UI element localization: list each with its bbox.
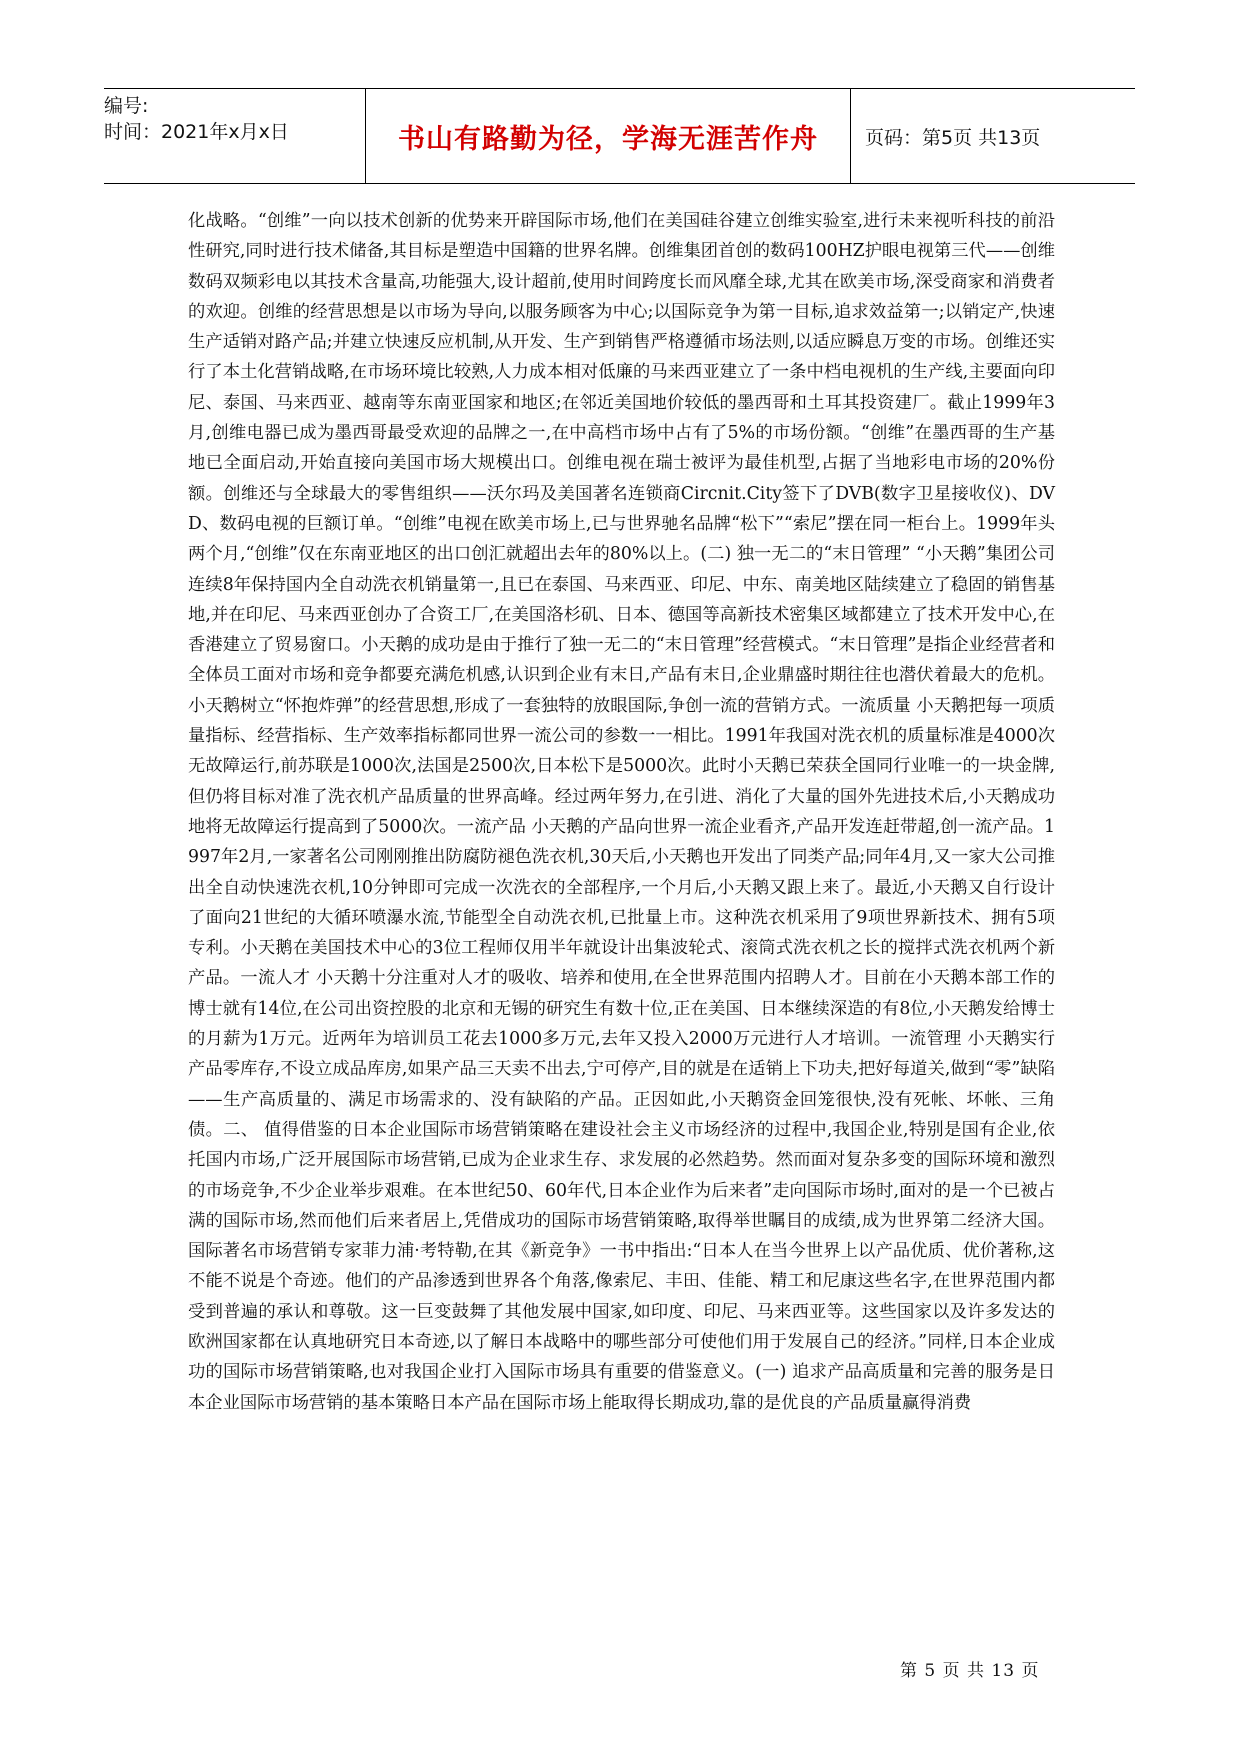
header-meta (104, 89, 366, 183)
page-footer: 第 5 页 共 13 页 (900, 1661, 1040, 1681)
document-body (188, 206, 1055, 1418)
document-number-label: 编号: (104, 95, 149, 117)
header-motto-cell (366, 89, 851, 183)
document-time-label: 时间：2021年x月x日 (104, 121, 289, 143)
page-header (104, 88, 1135, 184)
header-motto: 书山有路勤为径，学海无涯苦作舟 (398, 123, 818, 155)
header-page-label: 页码：第5页 共13页 (865, 126, 1041, 149)
body-paragraph: 化战略。“创维”一向以技术创新的优势来开辟国际市场,他们在美国硅谷建立创维实验室,进行未来视听科技的前沿性研究,同时进行技术储备,其目标是塑造中国籍的世界名牌。创维集团首创的数码100HZ护眼电视第三代——创维数码双频彩电以其技术含量高,功能强大,设计超前,使用时间跨度长而风靡全球,尤其在欧美市场,深受商家和消费者的欢迎。创维的经营思想是以市场为导向,以服务顾客为中心;以国际竞争为第一目标,追求效益第一;以销定产,快速生产适销对路产品;并建立快速反应机制,从开发、生产到销售严格遵循市场法则,以适应瞬息万变的市场。创维还实行了本土化营销战略,在市场环境比较熟,人力成本相对低廉的马来西亚建立了一条中档电视机的生产线,主要面向印尼、泰国、马来西亚、越南等东南亚国家和地区;在邻近美国地价较低的墨西哥和土耳其投资建厂。截止1999年3月,创维电器已成为墨西哥最受欢迎的品牌之一,在中高档市场中占有了5%的市场份额。“创维”在墨西哥的生产基地已全面启动,开始直接向美国市场大规模出口。创维电视在瑞士被评为最佳机型,占据了当地彩电市场的20%份额。创维还与全球最大的零售组织——沃尔玛及美国著名连锁商Circnit.City签下了DVB(数字卫星接收仪)、DVD、数码电视的巨额订单。“创维”电视在欧美市场上,已与世界驰名品牌“松下”“索尼”摆在同一柜台上。1999年头两个月,“创维”仅在东南亚地区的出口创汇就超出去年的80%以上。(二) 独一无二的“末日管理” “小天鹅”集团公司连续8年保持国内全自动洗衣机销量第一,且已在泰国、马来西亚、印尼、中东、南美地区陆续建立了稳固的销售基地,并在印尼、马来西亚创办了合资工厂,在美国洛杉矶、日本、德国等高新技术密集区域都建立了技术开发中心,在香港建立了贸易窗口。小天鹅的成功是由于推行了独一无二的“末日管理”经营模式。“末日管理”是指企业经营者和全体员工面对市场和竞争都要充满危机感,认识到企业有末日,产品有末日,企业鼎盛时期往往也潜伏着最大的危机。小天鹅树立“怀抱炸弹”的经营思想,形成了一套独特的放眼国际,争创一流的营销方式。一流质量 小天鹅把每一项质量指标、经营指标、生产效率指标都同世界一流公司的参数一一相比。1991年我国对洗衣机的质量标准是4000次无故障运行,前苏联是1000次,法国是2500次,日本松下是5000次。此时小天鹅已荣获全国同行业唯一的一块金牌,但仍将目标对准了洗衣机产品质量的世界高峰。经过两年努力,在引进、消化了大量的国外先进技术后,小天鹅成功地将无故障运行提高到了5000次。一流产品 小天鹅的产品向世界一流企业看齐,产品开发连赶带超,创一流产品。1997年2月,一家著名公司刚刚推出防腐防褪色洗衣机,30天后,小天鹅也开发出了同类产品;同年4月,又一家大公司推出全自动快速洗衣机,10分钟即可完成一次洗衣的全部程序,一个月后,小天鹅又跟上来了。最近,小天鹅又自行设计了面向21世纪的大循环喷瀑水流,节能型全自动洗衣机,已批量上市。这种洗衣机采用了9项世界新技术、拥有5项专利。小天鹅在美国技术中心的3位工程师仅用半年就设计出集波轮式、滚筒式洗衣机之长的搅拌式洗衣机两个新产品。一流人才 小天鹅十分注重对人才的吸收、培养和使用,在全世界范围内招聘人才。目前在小天鹅本部工作的博士就有14位,在公司出资控股的北京和无锡的研究生有数十位,正在美国、日本继续深造的有8位,小天鹅发给博士的月薪为1万元。近两年为培训员工花去1000多万元,去年又投入2000万元进行人才培训。一流管理 小天鹅实行产品零库存,不设立成品库房,如果产品三天卖不出去,宁可停产,目的就是在适销上下功夫,把好每道关,做到“零”缺陷——生产高质量的、满足市场需求的、没有缺陷的产品。正因如此,小天鹅资金回笼很快,没有死帐、坏帐、三角债。二、 值得借鉴的日本企业国际市场营销策略在建设社会主义市场经济的过程中,我国企业,特别是国有企业,依托国内市场,广泛开展国际市场营销,已成为企业求生存、求发展的必然趋势。然而面对复杂多变的国际环境和激烈的市场竞争,不少企业举步艰难。在本世纪50、60年代,日本企业作为后来者”走向国际市场时,面对的是一个已被占满的国际市场,然而他们后来者居上,凭借成功的国际市场营销策略,取得举世瞩目的成绩,成为世界第二经济大国。国际著名市场营销专家菲力浦·考特勒,在其《新竞争》一书中指出:“日本人在当今世界上以产品优质、优价著称,这不能不说是个奇迹。他们的产品渗透到世界各个角落,像索尼、丰田、佳能、精工和尼康这些名字,在世界范围内都受到普遍的承认和尊敬。这一巨变鼓舞了其他发展中国家,如印度、印尼、马来西亚等。这些国家以及许多发达的欧洲国家都在认真地研究日本奇迹,以了解日本战略中的哪些部分可使他们用于发展自己的经济。”同样,日本企业成功的国际市场营销策略,也对我国企业打入国际市场具有重要的借鉴意义。(一) 追求产品高质量和完善的服务是日本企业国际市场营销的基本策略日本产品在国际市场上能取得长期成功,靠的是优良的产品质量赢得消费 (188, 211, 1055, 1413)
header-page-cell (851, 89, 1135, 183)
